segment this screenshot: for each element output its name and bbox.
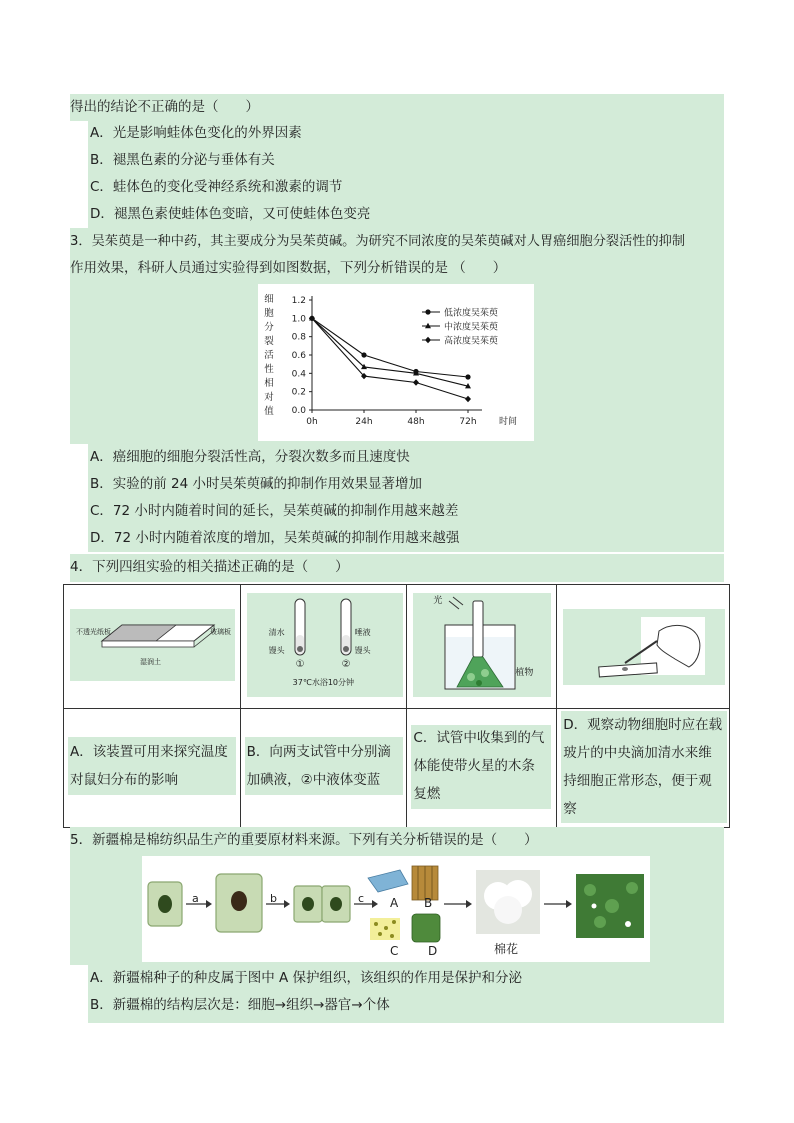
q5-arrow-b: b bbox=[270, 892, 277, 905]
y-axis-label-char: 胞 bbox=[264, 308, 274, 319]
line-chart bbox=[258, 284, 534, 441]
q5-arrow-c: c bbox=[358, 892, 365, 905]
x-axis-label: 时间 bbox=[498, 417, 518, 427]
y-axis-label-char: 性 bbox=[264, 364, 274, 375]
y-tick-label: 0.4 bbox=[291, 369, 306, 380]
y-axis-label-char: 分 bbox=[264, 322, 274, 333]
q4-option-d-line1: D．观察动物细胞时应在载 bbox=[563, 717, 723, 733]
q4-option-c-line2: 体能使带火星的木条 bbox=[413, 758, 535, 774]
q3-option-b[interactable]: B．实验的前 24 小时吴茱萸碱的抑制作用效果显著增加 bbox=[90, 476, 423, 492]
q4-stem: 4．下列四组实验的相关描述正确的是（ ） bbox=[70, 559, 349, 575]
y-axis-label-char: 细 bbox=[264, 294, 274, 305]
q4-experiment-table bbox=[63, 584, 730, 828]
fig1-label-opaque-board: 不透光纸板 bbox=[76, 628, 111, 636]
fig3-label-light: 光 bbox=[433, 596, 443, 606]
data-point bbox=[465, 374, 470, 379]
y-tick-label: 0.2 bbox=[291, 387, 306, 398]
q4-option-d-line2: 玻片的中央滴加清水来维 bbox=[563, 745, 712, 761]
data-point bbox=[413, 379, 419, 385]
q4-fig1-cell bbox=[64, 585, 241, 709]
x-tick-label: 72h bbox=[459, 417, 477, 427]
fig2-label-bread2: 馒头 bbox=[354, 646, 371, 655]
q4-option-d-line4: 察 bbox=[563, 801, 577, 817]
fig1-label-glass-board: 玻璃板 bbox=[210, 628, 231, 636]
q5-tissue-a: A bbox=[390, 896, 399, 910]
plant-oxygen-figure bbox=[427, 595, 537, 695]
fig1-label-wet-soil: 湿润土 bbox=[140, 658, 161, 666]
x-tick-label: 0h bbox=[306, 417, 318, 427]
y-tick-label: 1.0 bbox=[291, 314, 306, 325]
q2-option-d[interactable]: D．褪黑色素使蛙体色变暗，又可使蛙体色变亮 bbox=[90, 206, 371, 222]
q2-option-b[interactable]: B．褪黑色素的分泌与垂体有关 bbox=[90, 152, 275, 168]
fig2-caption: 37℃水浴10分钟 bbox=[292, 678, 355, 687]
legend-label: 高浓度吴茱萸 bbox=[444, 336, 499, 347]
q4-option-b-line2: 加碘液，②中液体变蓝 bbox=[246, 772, 381, 788]
fig2-tube1-number: ① bbox=[295, 659, 305, 670]
fig2-label-saliva: 唾液 bbox=[354, 628, 371, 637]
q3-stem-line1: 3．吴茱萸是一种中药，其主要成分为吴茱萸碱。为研究不同浓度的吴茱萸碱对人胃癌细胞分裂活性的抑制 bbox=[70, 234, 686, 249]
y-axis-label-char: 相 bbox=[264, 378, 274, 389]
y-axis-label-char: 值 bbox=[264, 406, 274, 417]
q4-option-d-cell[interactable] bbox=[557, 709, 730, 828]
y-tick-label: 0.8 bbox=[291, 332, 306, 343]
fig3-label-plant: 植物 bbox=[515, 668, 534, 678]
y-axis-label-char: 活 bbox=[264, 350, 274, 361]
q4-option-d-line3: 持细胞正常形态，便于观 bbox=[563, 773, 712, 789]
q3-option-d[interactable]: D．72 小时内随着浓度的增加，吴茱萸碱的抑制作用越来越强 bbox=[90, 530, 460, 546]
q5-figure bbox=[142, 856, 650, 962]
q3-option-a[interactable]: A．癌细胞的细胞分裂活性高，分裂次数多而且速度快 bbox=[90, 449, 410, 465]
y-axis-label-char: 对 bbox=[264, 392, 274, 403]
q5-option-b[interactable]: B．新疆棉的结构层次是：细胞→组织→器官→个体 bbox=[90, 997, 390, 1013]
q3-stem-line2: 作用效果，科研人员通过实验得到如图数据，下列分析错误的是 （ ） bbox=[70, 260, 507, 276]
legend-marker bbox=[425, 309, 430, 314]
q4-fig3-cell bbox=[407, 585, 557, 709]
q2-option-c[interactable]: C．蛙体色的变化受神经系统和激素的调节 bbox=[90, 179, 343, 195]
y-tick-label: 0.0 bbox=[291, 406, 306, 416]
legend-marker bbox=[425, 337, 431, 343]
data-point bbox=[465, 396, 471, 402]
x-tick-label: 24h bbox=[355, 417, 373, 427]
q5-arrow-a: a bbox=[192, 892, 199, 905]
q4-option-b-line1: B．向两支试管中分别滴 bbox=[246, 744, 391, 760]
q4-option-a-cell[interactable] bbox=[64, 709, 241, 828]
legend-label: 低浓度吴茱萸 bbox=[444, 308, 499, 319]
fig2-tube2-number: ② bbox=[341, 659, 351, 670]
dropper-slide-figure bbox=[597, 611, 717, 683]
q5-tissue-b: B bbox=[424, 896, 433, 910]
q4-option-a-line1: A．该装置可用来探究温度 bbox=[70, 744, 228, 760]
q5-option-a[interactable]: A．新疆棉种子的种皮属于图中 A 保护组织，该组织的作用是保护和分泌 bbox=[90, 970, 523, 986]
q4-option-b-cell[interactable] bbox=[240, 709, 407, 828]
q3-option-c[interactable]: C．72 小时内随着时间的延长，吴茱萸碱的抑制作用越来越差 bbox=[90, 503, 459, 519]
fig2-label-water: 清水 bbox=[268, 628, 285, 637]
q3-chart bbox=[258, 284, 534, 441]
q5-cotton-label: 棉花 bbox=[494, 942, 519, 956]
y-tick-label: 0.6 bbox=[291, 351, 306, 361]
y-tick-label: 1.2 bbox=[291, 296, 306, 306]
q2-option-a[interactable]: A．光是影响蛙体色变化的外界因素 bbox=[90, 125, 302, 141]
q4-option-c-line3: 复燃 bbox=[413, 786, 441, 802]
q4-option-c-line1: C．试管中收集到的气 bbox=[413, 730, 545, 746]
fig2-label-bread1: 馒头 bbox=[268, 646, 285, 655]
legend-label: 中浓度吴茱萸 bbox=[444, 322, 499, 333]
q5-tissue-d: D bbox=[428, 944, 438, 958]
q4-fig2-cell bbox=[240, 585, 407, 709]
data-point bbox=[361, 352, 366, 357]
q4-option-c-cell[interactable] bbox=[407, 709, 557, 828]
x-tick-label: 48h bbox=[407, 417, 425, 427]
q4-option-a-line2: 对鼠妇分布的影响 bbox=[70, 772, 178, 788]
q2-stem-tail: 得出的结论不正确的是（ ） bbox=[70, 99, 259, 115]
q5-tissue-c: C bbox=[390, 944, 399, 958]
y-axis-label-char: 裂 bbox=[264, 336, 274, 347]
q4-fig4-cell bbox=[557, 585, 730, 709]
q5-stem: 5．新疆棉是棉纺织品生产的重要原材料来源。下列有关分析错误的是（ ） bbox=[70, 832, 538, 848]
